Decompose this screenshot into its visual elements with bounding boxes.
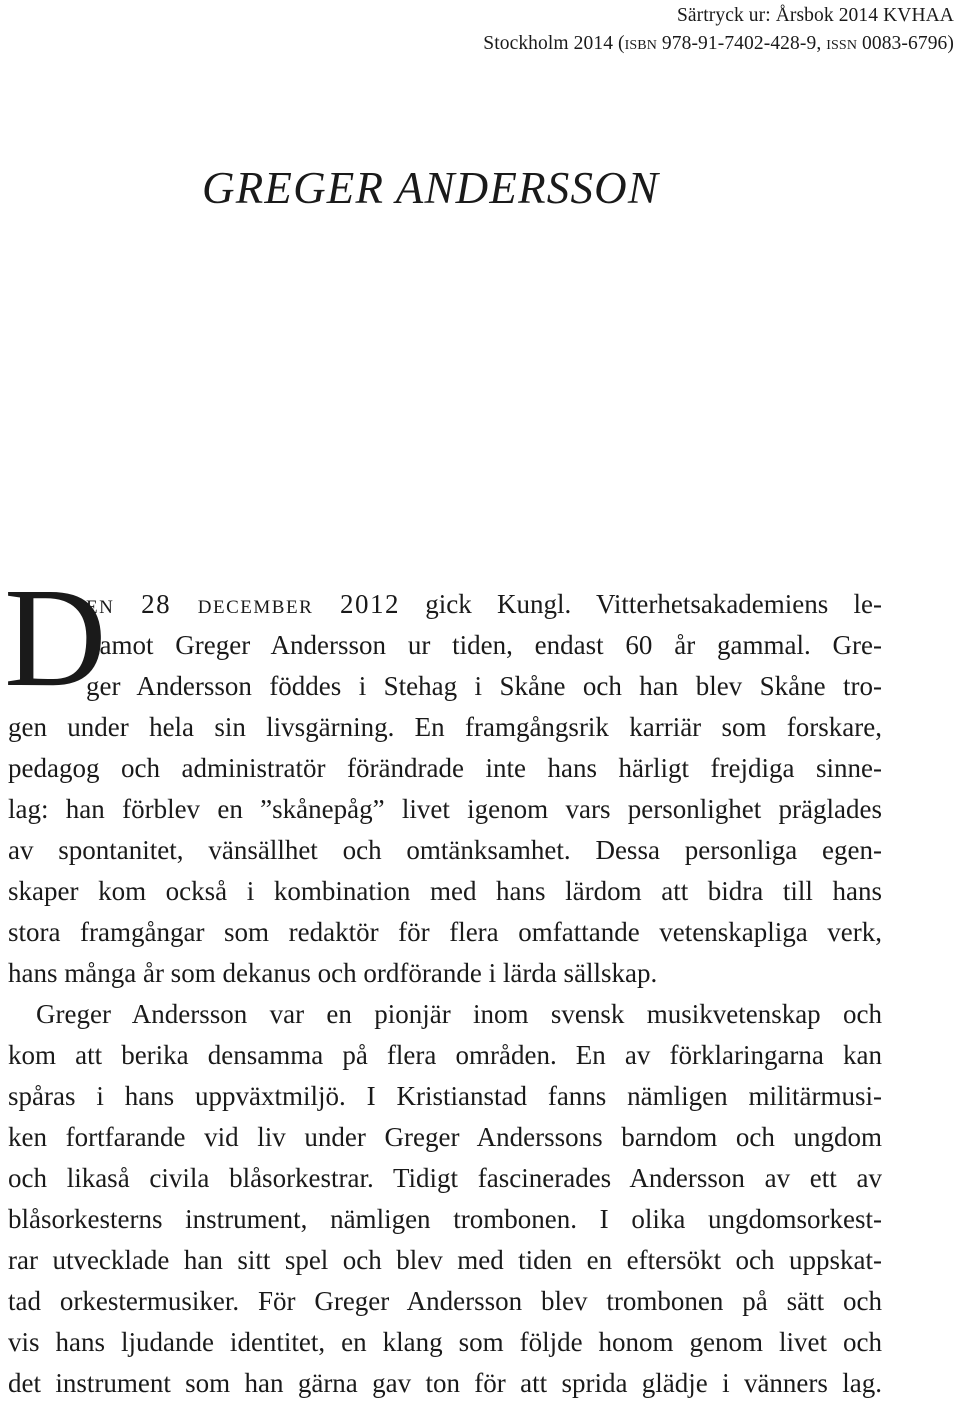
- body-line-20: det instrument som han gärna gav ton för att sprida glädje i vänners lag.: [8, 1368, 882, 1398]
- body-line-12: kom att berika densamma på flera områden. En av förklaringarna kan: [8, 1040, 882, 1070]
- body-line-5: pedagog och administratör förändrade inte hans härligt frejdiga sinne-: [8, 753, 882, 783]
- body-line-10: hans många år som dekanus och ordförande i lärda sällskap.: [8, 958, 658, 988]
- body-line-9: stora framgångar som redaktör för flera omfattande vetenskapliga verk,: [8, 917, 882, 947]
- body-line-6: lag: han förblev en ”skånepåg” livet igenom vars personlighet präglades: [8, 794, 882, 824]
- body-line-11: Greger Andersson var en pionjär inom svensk musikvetenskap och: [36, 999, 882, 1029]
- body-line-7: av spontanitet, vänsällhet och omtänksamhet. Dessa personliga egen-: [8, 835, 882, 865]
- body-line-3: ger Andersson föddes i Stehag i Skåne och han blev Skåne tro-: [86, 671, 882, 701]
- body-line-1: [86, 584, 882, 624]
- body-line-19: vis hans ljudande identitet, en klang som följde honom genom livet och: [8, 1327, 882, 1357]
- drop-cap: D: [4, 558, 107, 716]
- body-line-14: ken fortfarande vid liv under Greger Anderssons barndom och ungdom: [8, 1122, 882, 1152]
- publication-place-year: Stockholm 2014 (: [483, 33, 625, 54]
- body-line-18: tad orkestermusiker. För Greger Andersson blev trombonen på sätt och: [8, 1286, 882, 1316]
- body-line-13: spåras i hans uppväxtmiljö. I Kristianstad fanns nämligen militärmusi-: [8, 1081, 882, 1111]
- issn-number: 0083-6796): [857, 33, 954, 54]
- body-line-8: skaper kom också i kombination med hans lärdom att bidra till hans: [8, 876, 882, 906]
- body-line-2: damot Greger Andersson ur tiden, endast 60 år gammal. Gre-: [86, 630, 882, 660]
- body-line-4: gen under hela sin livsgärning. En framgångsrik karriär som forskare,: [8, 712, 882, 742]
- offprint-header: [483, 2, 954, 58]
- offprint-source-line: Särtryck ur: Årsbok 2014 KVHAA: [676, 5, 954, 26]
- body-line-16: blåsorkesterns instrument, nämligen trombonen. I olika ungdomsorkest-: [8, 1204, 882, 1234]
- body-line-15: och likaså civila blåsorkestrar. Tidigt fascinerades Andersson av ett av: [8, 1163, 882, 1193]
- body-line-1-text: gick Kungl. Vitterhetsakademiens le-: [400, 589, 882, 619]
- isbn-label: isbn: [624, 33, 657, 54]
- publication-info-line: [483, 30, 954, 58]
- issn-label: issn: [826, 33, 858, 54]
- isbn-number: 978-91-7402-428-9,: [656, 33, 827, 54]
- article-title: GREGER ANDERSSON: [202, 163, 660, 213]
- lead-in-small-caps: en 28 december 2012: [86, 589, 401, 619]
- body-line-17: rar utvecklade han sitt spel och blev med tiden en eftersökt och uppskat-: [8, 1245, 882, 1275]
